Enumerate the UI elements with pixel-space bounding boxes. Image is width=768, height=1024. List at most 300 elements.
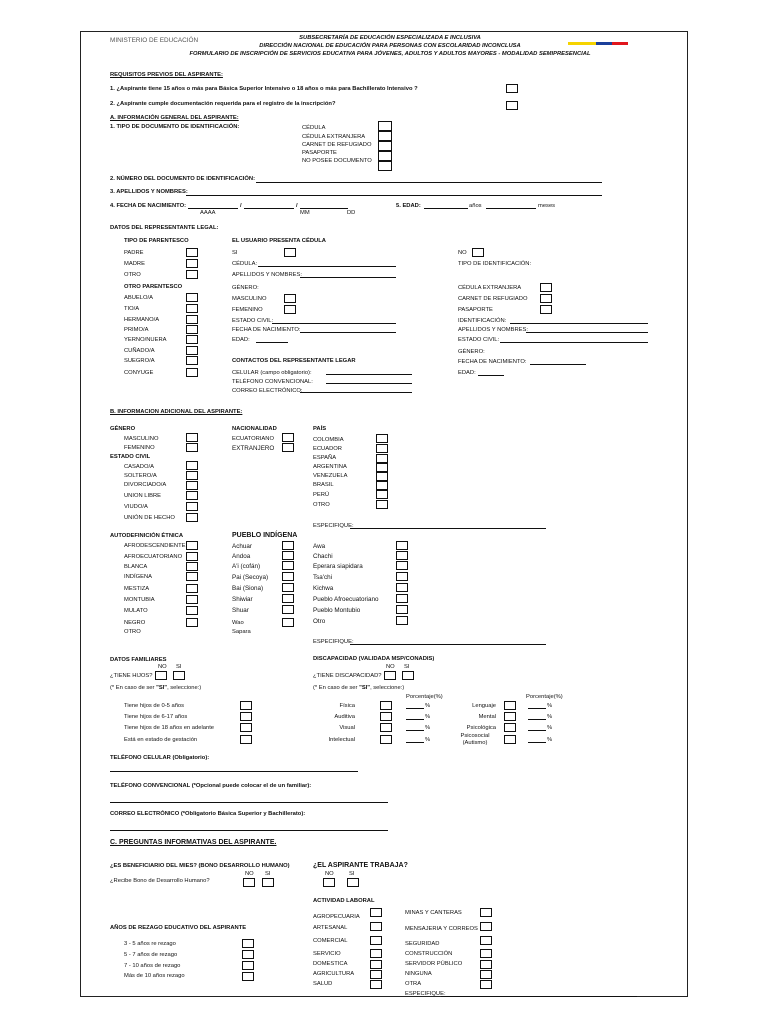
mies-si-header: SI bbox=[265, 871, 271, 877]
activity-option: SEGURIDAD bbox=[405, 941, 440, 947]
foreign-id-checkbox[interactable] bbox=[540, 283, 552, 292]
activity-checkbox[interactable] bbox=[480, 970, 492, 979]
other-kin-checkbox[interactable] bbox=[186, 335, 198, 344]
email-field[interactable] bbox=[110, 830, 388, 831]
pueblo-checkbox[interactable] bbox=[282, 594, 294, 603]
country-option: ECUADOR bbox=[313, 446, 342, 452]
pueblo-option: Wao bbox=[232, 620, 244, 626]
disability-question: ¿TIENE DISCAPACIDAD? bbox=[313, 673, 382, 679]
disability-percent-field[interactable] bbox=[406, 742, 424, 743]
disability-no-header: NO bbox=[386, 664, 395, 670]
section-a-title: A. INFORMACIÓN GENERAL DEL ASPIRANTE: bbox=[110, 115, 239, 121]
rep-landline-label: TELÉFONO CONVENCIONAL: bbox=[232, 379, 313, 385]
family-title: DATOS FAMILIARES bbox=[110, 657, 167, 663]
contacts-header: CONTACTOS DEL REPRESENTANTE LEGAR bbox=[232, 358, 356, 364]
activity-option: AGRICULTURA bbox=[313, 971, 355, 977]
age-label: 5. EDAD: bbox=[396, 203, 421, 209]
pueblo-checkbox[interactable] bbox=[396, 572, 408, 581]
percent-sign: % bbox=[547, 737, 553, 743]
civil-checkbox[interactable] bbox=[186, 513, 198, 522]
lag-checkbox[interactable] bbox=[242, 939, 254, 948]
year-hint: AAAA bbox=[200, 210, 216, 216]
civil-header: ESTADO CIVIL bbox=[110, 454, 151, 460]
pueblo-checkbox[interactable] bbox=[282, 618, 294, 627]
pueblo-checkbox[interactable] bbox=[282, 605, 294, 614]
rep-birth-label: FECHA DE NACIMIENTO: bbox=[232, 327, 301, 333]
disability-percent-field[interactable] bbox=[528, 708, 546, 709]
work-si-checkbox[interactable] bbox=[347, 878, 359, 887]
percent-sign: % bbox=[547, 714, 553, 720]
kin-checkbox[interactable] bbox=[186, 270, 198, 279]
ethnic-option: INDÍGENA bbox=[124, 574, 153, 580]
percent-sign: % bbox=[425, 737, 431, 743]
percent-sign: % bbox=[425, 703, 431, 709]
family-no-header: NO bbox=[158, 664, 167, 670]
activity-checkbox[interactable] bbox=[370, 970, 382, 979]
prereq-title: REQUISITOS PREVIOS DEL ASPIRANTE: bbox=[110, 72, 223, 78]
lag-checkbox[interactable] bbox=[242, 961, 254, 970]
lag-header: AÑOS DE REZAGO EDUCATIVO DEL ASPIRANTE bbox=[110, 925, 247, 931]
pueblo-checkbox[interactable] bbox=[396, 551, 408, 560]
gender2-label: GÉNERO: bbox=[458, 349, 485, 355]
pueblo-option: Otro bbox=[313, 618, 326, 625]
civil-checkbox[interactable] bbox=[186, 491, 198, 500]
country-option: PERÚ bbox=[313, 492, 330, 498]
lag-checkbox[interactable] bbox=[242, 950, 254, 959]
country-header: PAÍS bbox=[313, 426, 327, 432]
pueblo-option: Achuar bbox=[232, 543, 252, 550]
country-checkbox[interactable] bbox=[376, 500, 388, 509]
mies-sub-question: ¿Recibe Bono de Desarrollo Humano? bbox=[110, 878, 210, 884]
pueblo-checkbox[interactable] bbox=[396, 616, 408, 625]
refugee-checkbox[interactable] bbox=[540, 294, 552, 303]
doc-type-option: CÉDULA bbox=[302, 125, 326, 131]
disability-checkbox[interactable] bbox=[380, 723, 392, 732]
activity-checkbox[interactable] bbox=[480, 908, 492, 917]
country-checkbox[interactable] bbox=[376, 454, 388, 463]
doc-type-label: 1. TIPO DE DOCUMENTO DE IDENTIFICACIÓN: bbox=[110, 124, 240, 130]
percent-sign: % bbox=[547, 725, 553, 731]
activity-checkbox[interactable] bbox=[370, 908, 382, 917]
disability-checkbox[interactable] bbox=[380, 735, 392, 744]
rep-gender-label: GÉNERO: bbox=[232, 285, 259, 291]
disability-checkbox[interactable] bbox=[504, 701, 516, 710]
ethnic-checkbox[interactable] bbox=[186, 595, 198, 604]
landline-field[interactable] bbox=[110, 802, 388, 803]
ethnic-header: AUTODEFINICIÓN ÉTNICA bbox=[110, 533, 183, 539]
refugee-label: CARNET DE REFUGIADO bbox=[458, 296, 528, 302]
header-line-1: SUBSECRETARÍA DE EDUCACIÓN ESPECIALIZADA E INCLUSIVA bbox=[299, 35, 481, 41]
activity-checkbox[interactable] bbox=[370, 949, 382, 958]
activity-checkbox[interactable] bbox=[370, 960, 382, 969]
prereq-q2: 2. ¿Aspirante cumple documentación requerida para el registro de la inscripción? bbox=[110, 101, 336, 107]
nationality-option: ECUATORIANO bbox=[232, 436, 274, 442]
activity-checkbox[interactable] bbox=[370, 936, 382, 945]
doc-type-option: NO POSEE DOCUMENTO bbox=[302, 158, 372, 164]
gender-header: GÉNERO bbox=[110, 426, 136, 432]
disability-percent-field[interactable] bbox=[528, 719, 546, 720]
pueblo-checkbox[interactable] bbox=[396, 561, 408, 570]
country-checkbox[interactable] bbox=[376, 434, 388, 443]
children-si-checkbox[interactable] bbox=[173, 671, 185, 680]
other-kin-checkbox[interactable] bbox=[186, 304, 198, 313]
activity-option: NINGUNA bbox=[405, 971, 432, 977]
cedula-no-checkbox[interactable] bbox=[472, 248, 484, 257]
mies-si-checkbox[interactable] bbox=[262, 878, 274, 887]
mies-no-checkbox[interactable] bbox=[243, 878, 255, 887]
pueblo-checkbox[interactable] bbox=[396, 541, 408, 550]
activity-option: SALUD bbox=[313, 981, 333, 987]
country-checkbox[interactable] bbox=[376, 481, 388, 490]
disability-checkbox[interactable] bbox=[504, 712, 516, 721]
doc-number-field[interactable] bbox=[256, 182, 602, 183]
cedula-header: EL USUARIO PRESENTA CÉDULA bbox=[232, 238, 326, 244]
activity-option: DOMESTICA bbox=[313, 961, 348, 967]
disability-percent-field[interactable] bbox=[406, 708, 424, 709]
disability-type: Visual bbox=[339, 725, 355, 731]
other-kin-checkbox[interactable] bbox=[186, 368, 198, 377]
ethnic-option: MULATO bbox=[124, 608, 148, 614]
cedula-field[interactable] bbox=[258, 266, 396, 267]
pueblo-checkbox[interactable] bbox=[282, 572, 294, 581]
other-kin-option: SUEGRO/A bbox=[124, 358, 155, 364]
doc-number-label: 2. NÚMERO DEL DOCUMENTO DE IDENTIFICACIÓN: bbox=[110, 176, 256, 182]
civil-checkbox[interactable] bbox=[186, 461, 198, 470]
activity-checkbox[interactable] bbox=[480, 922, 492, 931]
other-kin-option: CONYUGE bbox=[124, 370, 154, 376]
cedula-si-label: SI bbox=[232, 250, 238, 256]
lag-checkbox[interactable] bbox=[242, 972, 254, 981]
pueblo-checkbox[interactable] bbox=[282, 561, 294, 570]
disability-type: Psicológica bbox=[466, 725, 496, 731]
flag-red bbox=[612, 42, 628, 45]
prereq-q1: 1. ¿Aspirante tiene 15 años o más para Básica Superior Intensivo o 18 años o más para Bachillerato Intensivo ? bbox=[110, 86, 418, 92]
civil-checkbox[interactable] bbox=[186, 471, 198, 480]
nationality-option: EXTRANJERO bbox=[232, 445, 275, 452]
disability-percent-field[interactable] bbox=[528, 742, 546, 743]
other-kin-checkbox[interactable] bbox=[186, 346, 198, 355]
names2-label: APELLIDOS Y NOMBRES: bbox=[458, 327, 529, 333]
children-checkbox[interactable] bbox=[240, 735, 252, 744]
age-years-unit: años bbox=[469, 203, 482, 209]
disability-title: DISCAPACIDAD (VALIDADA MSP/CONADIS) bbox=[313, 656, 435, 662]
rep-landline-field[interactable] bbox=[326, 383, 412, 384]
work-no-header: NO bbox=[325, 871, 334, 877]
other-kin-checkbox[interactable] bbox=[186, 315, 198, 324]
country-specify-field[interactable] bbox=[350, 528, 546, 529]
children-option: Tiene hijos de 6-17 años bbox=[124, 714, 188, 720]
other-kin-option: HERMANO/A bbox=[124, 317, 160, 323]
rep-cell-field[interactable] bbox=[326, 374, 412, 375]
activity-option: MINAS Y CANTERAS bbox=[405, 910, 462, 916]
disability-checkbox[interactable] bbox=[504, 723, 516, 732]
lag-option: 7 - 10 años de rezago bbox=[124, 963, 181, 969]
percent-header: Porcentaje(%) bbox=[526, 694, 563, 700]
pueblo-option: Tsa'chi bbox=[313, 574, 333, 581]
rep-age-label: EDAD: bbox=[232, 337, 250, 343]
percent-sign: % bbox=[425, 714, 431, 720]
disability-percent-field[interactable] bbox=[528, 730, 546, 731]
rep-civil-label: ESTADO CIVIL: bbox=[232, 318, 274, 324]
cedula-si-checkbox[interactable] bbox=[284, 248, 296, 257]
work-no-checkbox[interactable] bbox=[323, 878, 335, 887]
civil2-label: ESTADO CIVIL: bbox=[458, 337, 500, 343]
rep-female-label: FEMENINO bbox=[232, 307, 263, 313]
doc-type-checkbox[interactable] bbox=[378, 161, 392, 171]
activity-option: SERVICIO bbox=[313, 951, 341, 957]
disability-si-header: SI bbox=[404, 664, 410, 670]
civil-option: DIVORCIADO/A bbox=[124, 482, 167, 488]
pueblo-specify-field[interactable] bbox=[350, 644, 546, 645]
disability-no-checkbox[interactable] bbox=[384, 671, 396, 680]
work-question: ¿EL ASPIRANTE TRABAJA? bbox=[313, 862, 408, 869]
disability-type: Intelectual bbox=[328, 737, 355, 743]
rep-names-field[interactable] bbox=[300, 277, 396, 278]
other-kin-option: PRIMO/A bbox=[124, 327, 149, 333]
pueblo-option: Pai (Secoya) bbox=[232, 574, 269, 581]
doc-type-checkbox[interactable] bbox=[378, 141, 392, 151]
passport-checkbox[interactable] bbox=[540, 305, 552, 314]
doc-type-option: CARNET DE REFUGIADO bbox=[302, 142, 372, 148]
country-checkbox[interactable] bbox=[376, 444, 388, 453]
age2-label: EDAD: bbox=[458, 370, 476, 376]
activity-option: ARTESANAL bbox=[313, 925, 348, 931]
other-kin-option: ABUELO/A bbox=[124, 295, 153, 301]
ethnic-option: OTRO bbox=[124, 629, 141, 635]
ethnic-checkbox[interactable] bbox=[186, 572, 198, 581]
cell-field[interactable] bbox=[110, 771, 358, 772]
ethnic-checkbox[interactable] bbox=[186, 562, 198, 571]
identification-field[interactable] bbox=[510, 323, 648, 324]
section-c-title: C. PREGUNTAS INFORMATIVAS DEL ASPIRANTE. bbox=[110, 839, 277, 846]
country-checkbox[interactable] bbox=[376, 463, 388, 472]
civil2-field[interactable] bbox=[500, 342, 648, 343]
disability-type: Auditiva bbox=[334, 714, 355, 720]
nationality-checkbox[interactable] bbox=[282, 433, 294, 442]
foreign-id-label: CÉDULA EXTRANJERA bbox=[458, 285, 522, 291]
pueblo-checkbox[interactable] bbox=[396, 594, 408, 603]
lag-option: 3 - 5 años re rezago bbox=[124, 941, 176, 947]
names-label: 3. APELLIDOS Y NOMBRES: bbox=[110, 189, 188, 195]
mies-question: ¿ES BENEFICIARIO DEL MIES? (BONO DESARROLLO HUMANO) bbox=[110, 863, 290, 869]
prereq-q2-checkbox[interactable] bbox=[506, 101, 518, 110]
country-checkbox[interactable] bbox=[376, 490, 388, 499]
age-years-field[interactable] bbox=[424, 208, 468, 209]
ethnic-checkbox[interactable] bbox=[186, 618, 198, 627]
lag-option: Más de 10 años rezago bbox=[124, 973, 185, 979]
civil-option: CASADO/A bbox=[124, 464, 154, 470]
doc-type-checkbox[interactable] bbox=[378, 121, 392, 131]
identification-label: IDENTIFICACIÓN: bbox=[458, 318, 507, 324]
disability-checkbox[interactable] bbox=[380, 712, 392, 721]
activity-option: AGROPECUARIA bbox=[313, 914, 360, 920]
nationality-checkbox[interactable] bbox=[282, 443, 294, 452]
day-hint: DD bbox=[347, 210, 356, 216]
gender-option: MASCULINO bbox=[124, 436, 159, 442]
pueblo-checkbox[interactable] bbox=[396, 583, 408, 592]
other-kin-header: OTRO PARENTESCO bbox=[124, 284, 183, 290]
activity-header: ACTIVIDAD LABORAL bbox=[313, 898, 375, 904]
children-option: Tiene hijos de 18 años en adelante bbox=[124, 725, 215, 731]
gender-checkbox[interactable] bbox=[186, 433, 198, 442]
names2-field[interactable] bbox=[526, 332, 648, 333]
age-months-field[interactable] bbox=[486, 208, 536, 209]
ethnic-checkbox[interactable] bbox=[186, 541, 198, 550]
birth2-label: FECHA DE NACIMIENTO: bbox=[458, 359, 527, 365]
pueblo-checkbox[interactable] bbox=[282, 551, 294, 560]
ethnic-option: MONTUBIA bbox=[124, 597, 155, 603]
activity-checkbox[interactable] bbox=[480, 936, 492, 945]
pueblo-option: Shuar bbox=[232, 607, 249, 614]
pueblo-option: Pueblo Afroecuatoriano bbox=[313, 596, 379, 603]
civil-option: SOLTERO/A bbox=[124, 473, 157, 479]
pueblo-header: PUEBLO INDÍGENA bbox=[232, 532, 298, 539]
doc-type-checkbox[interactable] bbox=[378, 151, 392, 161]
ethnic-option: AFRODESCENDIENTE bbox=[124, 543, 186, 549]
activity-checkbox[interactable] bbox=[370, 922, 382, 931]
pueblo-option: Chachi bbox=[313, 553, 333, 560]
doc-type-option: CÉDULA EXTRANJERA bbox=[302, 134, 366, 140]
passport-label: PASAPORTE bbox=[458, 307, 493, 313]
activity-checkbox[interactable] bbox=[480, 980, 492, 989]
header-line-3: FORMULARIO DE INSCRIPCIÓN DE SERVICIOS EDUCATIVA PARA JÓVENES, ADULTOS Y ADULTOS MAYORES - MODALIDAD SEMIPRESENCIAL bbox=[189, 51, 591, 57]
kin-checkbox[interactable] bbox=[186, 259, 198, 268]
ethnic-option: BLANCA bbox=[124, 564, 148, 570]
pueblo-checkbox[interactable] bbox=[282, 541, 294, 550]
age2-field[interactable] bbox=[478, 375, 504, 376]
civil-option: UNION LIBRE bbox=[124, 493, 162, 499]
children-checkbox[interactable] bbox=[240, 712, 252, 721]
other-kin-checkbox[interactable] bbox=[186, 325, 198, 334]
age-months-unit: meses bbox=[538, 203, 556, 209]
mies-no-header: NO bbox=[245, 871, 254, 877]
pueblo-option: Pueblo Montubio bbox=[313, 607, 361, 614]
activity-checkbox[interactable] bbox=[480, 949, 492, 958]
family-si-header: SI bbox=[176, 664, 182, 670]
rep-civil-field[interactable] bbox=[272, 323, 396, 324]
rep-female-checkbox[interactable] bbox=[284, 305, 296, 314]
activity-option: CONSTRUCCIÓN bbox=[405, 951, 453, 957]
disability-percent-field[interactable] bbox=[406, 730, 424, 731]
kin-option: PADRE bbox=[124, 250, 144, 256]
pueblo-option: Awa bbox=[313, 543, 326, 550]
pueblo-option: Sapara bbox=[232, 629, 251, 635]
pueblo-specify-label: ESPECIFIQUE: bbox=[313, 639, 354, 645]
pueblo-option: Kichwa bbox=[313, 585, 334, 592]
rep-birth-field[interactable] bbox=[300, 332, 396, 333]
kin-option: OTRO bbox=[124, 272, 141, 278]
ethnic-checkbox[interactable] bbox=[186, 552, 198, 561]
children-option: Está en estado de gestación bbox=[124, 737, 198, 743]
doc-type-option: PASAPORTE bbox=[302, 150, 337, 156]
birth-month-field[interactable] bbox=[244, 208, 294, 209]
children-checkbox[interactable] bbox=[240, 701, 252, 710]
ethnic-option: AFROECUATORIANO bbox=[124, 554, 183, 560]
ethnic-option: NEGRO bbox=[124, 620, 146, 626]
legal-title: DATOS DEL REPRESENTANTE LEGAL: bbox=[110, 225, 219, 231]
flag-yellow bbox=[568, 42, 596, 45]
country-specify-label: ESPECIFIQUE: bbox=[313, 523, 354, 529]
gender-checkbox[interactable] bbox=[186, 443, 198, 452]
activity-specify-field[interactable] bbox=[441, 996, 637, 997]
activity-option: SERVIDOR PÚBLICO bbox=[405, 961, 463, 967]
prereq-q1-checkbox[interactable] bbox=[506, 84, 518, 93]
rep-male-checkbox[interactable] bbox=[284, 294, 296, 303]
disability-percent-field[interactable] bbox=[406, 719, 424, 720]
other-kin-option: CUÑADO/A bbox=[124, 348, 155, 354]
disability-checkbox[interactable] bbox=[504, 735, 516, 744]
landline-label: TELÉFONO CONVENCIONAL (*Opcional puede colocar el de un familiar): bbox=[110, 783, 312, 789]
other-kin-checkbox[interactable] bbox=[186, 293, 198, 302]
lag-option: 5 - 7 años de rezago bbox=[124, 952, 178, 958]
birth-label: 4. FECHA DE NACIMIENTO: bbox=[110, 203, 187, 209]
disability-type: Psicosocial (Autismo) bbox=[460, 733, 490, 746]
rep-age-field[interactable] bbox=[256, 342, 288, 343]
percent-sign: % bbox=[547, 703, 553, 709]
flag-blue bbox=[596, 42, 612, 45]
country-option: ESPAÑA bbox=[313, 455, 337, 461]
cell-label: TELÉFONO CELULAR (Obligatorio): bbox=[110, 755, 210, 761]
birth-slash: / bbox=[240, 203, 242, 209]
activity-option: COMERCIAL bbox=[313, 938, 348, 944]
civil-option: UNIÓN DE HECHO bbox=[124, 515, 175, 521]
ethnic-checkbox[interactable] bbox=[186, 606, 198, 615]
ethnic-option: MESTIZA bbox=[124, 586, 150, 592]
pueblo-option: A'i (cofán) bbox=[232, 563, 261, 570]
activity-option: MENSAJERIA Y CORREOS bbox=[405, 926, 478, 932]
names-field[interactable] bbox=[186, 195, 602, 196]
country-option: ARGENTINA bbox=[313, 464, 347, 470]
disability-note: (* En caso de ser "SI", seleccione:) bbox=[313, 685, 405, 691]
pueblo-checkbox[interactable] bbox=[282, 583, 294, 592]
rep-email-field[interactable] bbox=[300, 392, 412, 393]
other-kin-checkbox[interactable] bbox=[186, 356, 198, 365]
birth-year-field[interactable] bbox=[188, 208, 238, 209]
other-kin-option: TIO/A bbox=[124, 306, 140, 312]
children-option: Tiene hijos de 0-5 años bbox=[124, 703, 185, 709]
percent-sign: % bbox=[425, 725, 431, 731]
civil-checkbox[interactable] bbox=[186, 502, 198, 511]
section-b-title: B. INFORMACION ADICIONAL DEL ASPIRANTE: bbox=[110, 409, 243, 415]
nationality-header: NACIONALIDAD bbox=[232, 426, 277, 432]
children-checkbox[interactable] bbox=[240, 723, 252, 732]
rep-email-label: CORREO ELECTRÓNICO: bbox=[232, 388, 303, 394]
birth-day-field[interactable] bbox=[300, 208, 348, 209]
pueblo-checkbox[interactable] bbox=[396, 605, 408, 614]
children-no-checkbox[interactable] bbox=[155, 671, 167, 680]
country-checkbox[interactable] bbox=[376, 472, 388, 481]
children-question: ¿TIENE HIJOS? bbox=[110, 673, 153, 679]
doc-type-checkbox[interactable] bbox=[378, 131, 392, 141]
disability-checkbox[interactable] bbox=[380, 701, 392, 710]
other-kin-option: YERNO/NUERA bbox=[124, 337, 167, 343]
id-type-label: TIPO DE IDENTIFICACIÓN: bbox=[458, 261, 532, 267]
disability-type: Física bbox=[339, 703, 355, 709]
disability-si-checkbox[interactable] bbox=[402, 671, 414, 680]
email-label: CORREO ELECTRÓNICO (*Obligatorio Básica Superior y Bachillerato): bbox=[110, 811, 306, 817]
civil-checkbox[interactable] bbox=[186, 481, 198, 490]
cedula-label: CÉDULA: bbox=[232, 261, 258, 267]
kin-checkbox[interactable] bbox=[186, 248, 198, 257]
activity-checkbox[interactable] bbox=[370, 980, 382, 989]
header-line-2: DIRECCIÓN NACIONAL DE EDUCACIÓN PARA PERSONAS CON ESCOLARIDAD INCONCLUSA bbox=[259, 43, 521, 49]
pueblo-option: Shiwiar bbox=[232, 596, 253, 603]
cedula-no-label: NO bbox=[458, 250, 467, 256]
pueblo-option: Andoa bbox=[232, 553, 251, 560]
ethnic-checkbox[interactable] bbox=[186, 584, 198, 593]
activity-checkbox[interactable] bbox=[480, 960, 492, 969]
birth2-field[interactable] bbox=[530, 364, 586, 365]
